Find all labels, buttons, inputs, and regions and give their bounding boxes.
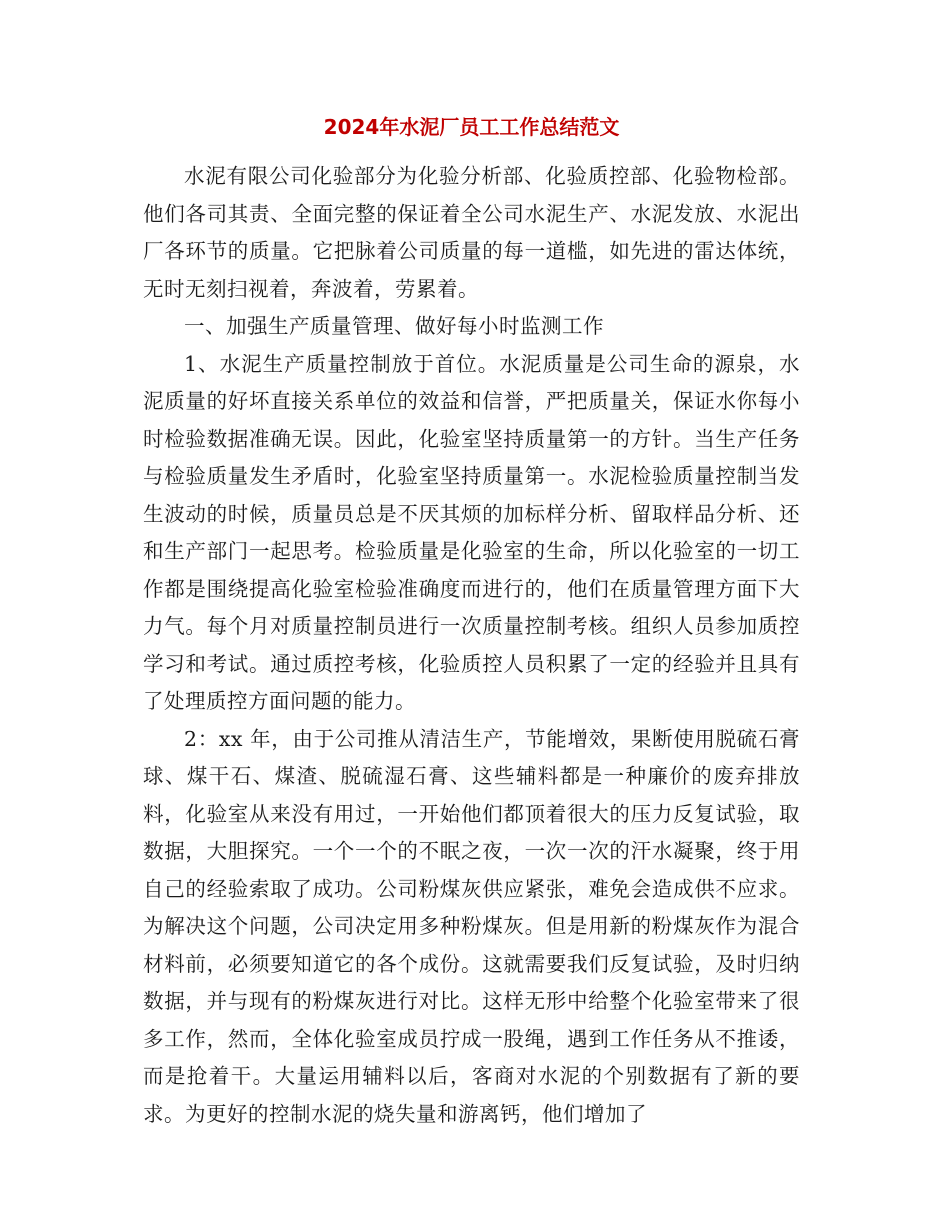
paragraph-item-2: 2：xx 年，由于公司推从清洁生产，节能增效，果断使用脱硫石膏球、煤干石、煤渣、脱硫湿石膏、这些辅料都是一种廉价的废弃排放料，化验室从来没有用过，一开始他们都顶着很大的压力反复试验，取数据，大胆探究。一个一个的不眠之夜，一次一次的汗水凝聚，终于用自己的经验索取了成功。公司粉煤灰供应紧张，难免会造成供不应求。为解决这个问题，公司决定用多种粉煤灰。但是用新的粉煤灰作为混合材料前，必须要知道它的各个成份。这就需要我们反复试验，及时归纳数据，并与现有的粉煤灰进行对比。这样无形中给整个化验室带来了很多工作，然而，全体化验室成员拧成一股绳，遇到工作任务从不推诿，而是抢着干。大量运用辅料以后，客商对水泥的个别数据有了新的要求。为更好的控制水泥的烧失量和游离钙，他们增加了 [143,726,800,1126]
paragraph-item-1: 1、水泥生产质量控制放于首位。水泥质量是公司生命的源泉，水泥质量的好坏直接关系单位的效益和信誉，严把质量关，保证水你每小时检验数据准确无误。因此，化验室坚持质量第一的方针。当生产任务与检验质量发生矛盾时，化验室坚持质量第一。水泥检验质量控制当发生波动的时候，质量员总是不厌其烦的加标样分析、留取样品分析、还和生产部门一起思考。检验质量是化验室的生命，所以化验室的一切工作都是围绕提高化验室检验准确度而进行的，他们在质量管理方面下大力气。每个月对质量控制员进行一次质量控制考核。组织人员参加质控学习和考试。通过质控考核，化验质控人员积累了一定的经验并且具有了处理质控方面问题的能力。 [143,351,800,713]
document-title: 2024年水泥厂员工工作总结范文 [323,115,620,139]
section-heading-1: 一、加强生产质量管理、做好每小时监测工作 [184,314,604,338]
paragraph-intro: 水泥有限公司化验部分为化验分析部、化验质控部、化验物检部。他们各司其责、全面完整的保证着全公司水泥生产、水泥发放、水泥出厂各环节的质量。它把脉着公司质量的每一道槛，如先进的雷达体统，无时无刻扫视着，奔波着，劳累着。 [143,164,800,301]
